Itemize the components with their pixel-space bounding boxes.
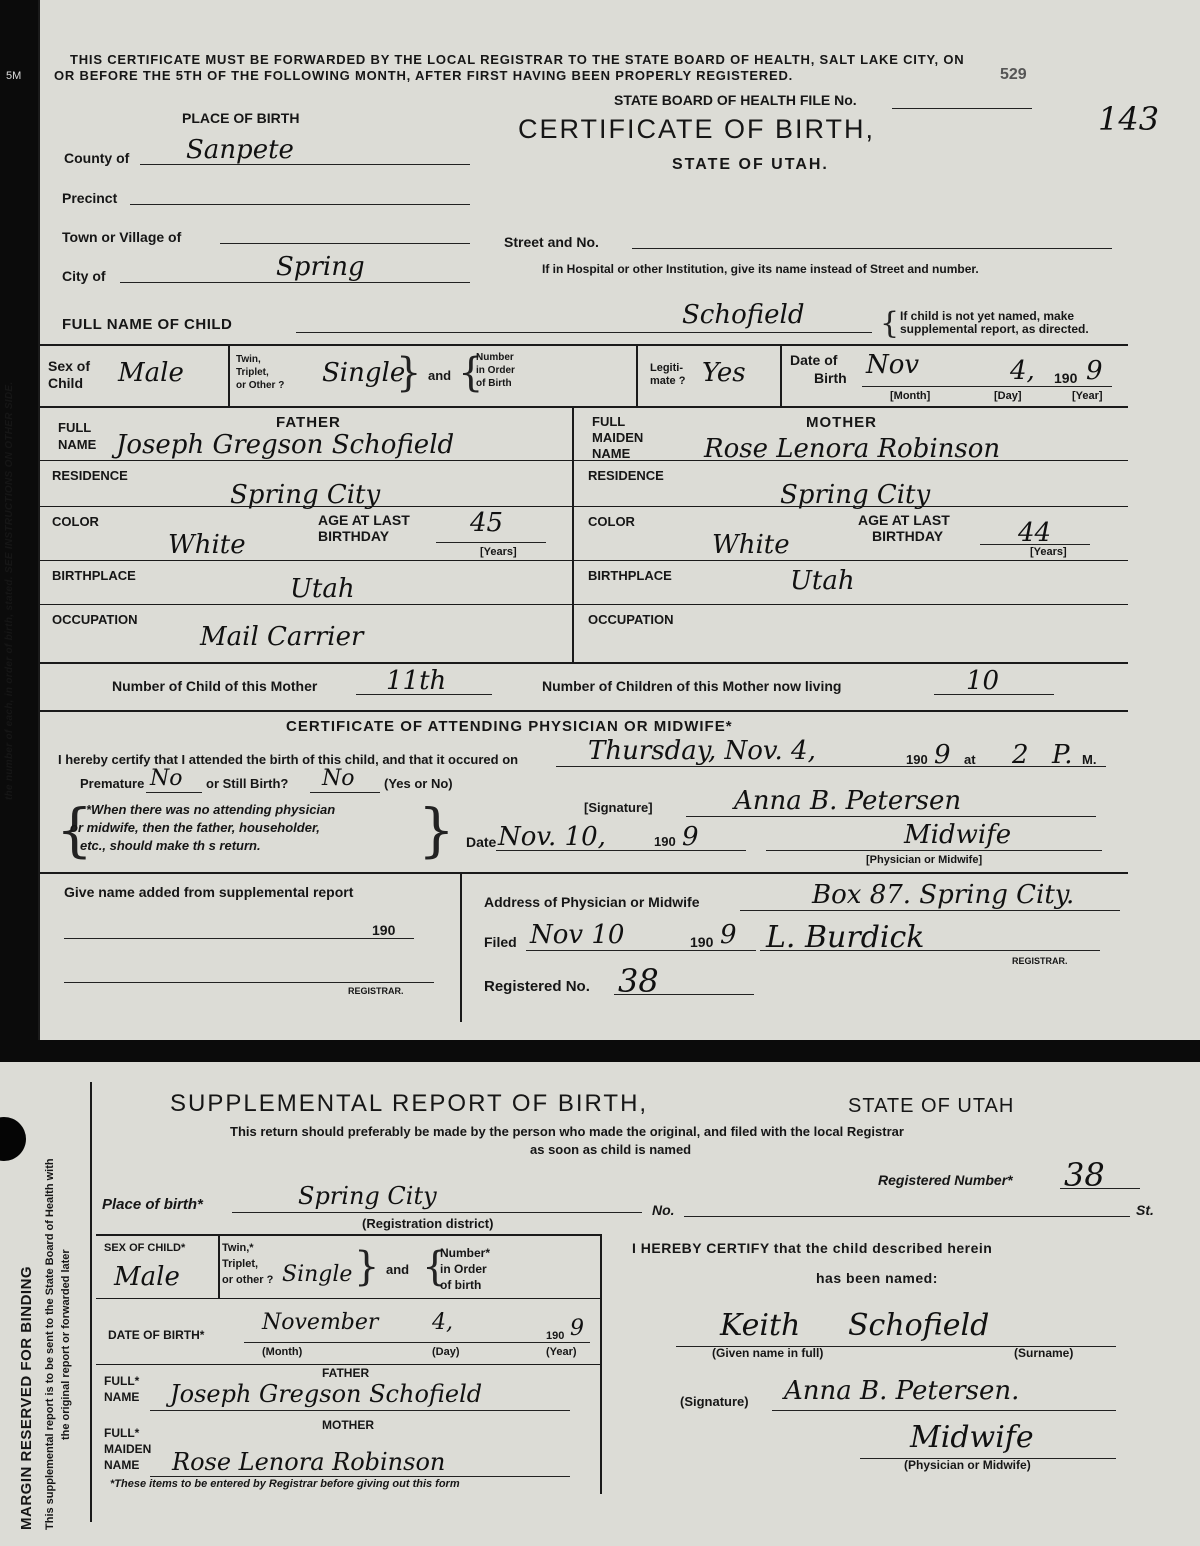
children-living-label: Number of Children of this Mother now living (542, 678, 842, 694)
father-residence-label: RESIDENCE (52, 468, 128, 483)
supplemental-name-label: Give name added from supplemental report (64, 884, 354, 900)
binding-instruction-1: This supplemental report is to be sent to the State Board of Health with (44, 1158, 56, 1530)
stillbirth-label: or Still Birth? (206, 776, 289, 791)
mother-birthplace-label: BIRTHPLACE (588, 568, 672, 583)
date-label: Date (466, 834, 497, 850)
supp-surname: Schofield (848, 1308, 990, 1343)
binding-instruction-2: the original report or forwarded later (60, 1249, 72, 1440)
supp-footnote: *These items to be entered by Registrar before giving out this form (110, 1478, 460, 1490)
sign-year-prefix: 190 (654, 834, 676, 849)
supp-twin-label-1: Twin,* (222, 1242, 254, 1254)
father-birthplace: Utah (290, 574, 355, 604)
filed-date: Nov 10 (530, 920, 625, 950)
father-full-label: FULL (58, 420, 92, 435)
sign-title: Midwife (904, 820, 1012, 850)
birth-year-prefix: 190 (906, 752, 928, 767)
city-value: Spring (276, 252, 365, 282)
year-label: [Year] (1072, 390, 1103, 402)
mother-occupation-label: OCCUPATION (588, 612, 674, 627)
form-code: 5M (6, 70, 22, 82)
sex-label-2: Child (48, 375, 83, 391)
mother-birthplace: Utah (790, 566, 855, 596)
mother-residence: Spring City (780, 480, 931, 510)
supp-physician-label: (Physician or Midwife) (904, 1458, 1031, 1472)
binding-margin-note: MARGIN RESERVED FOR BINDING (18, 1265, 35, 1530)
registered-number-label: Registered Number* (878, 1172, 1013, 1188)
yes-or-no-label: (Yes or No) (384, 776, 453, 791)
order-label-1: Number (476, 352, 514, 363)
order-label-2: in Order (476, 365, 515, 376)
place-value: Spring City (298, 1182, 437, 1210)
father-color-label: COLOR (52, 514, 99, 529)
mother-name-label: NAME (592, 446, 631, 461)
supp-given-name: Keith (720, 1308, 801, 1343)
birth-year-suffix: 9 (934, 740, 951, 770)
children-living-value: 10 (966, 666, 1000, 696)
file-number-stamp: 529 (1000, 66, 1027, 83)
child-name-value: Schofield (682, 300, 805, 330)
physician-or-midwife-label: [Physician or Midwife] (866, 854, 983, 866)
supp-given-name-label: (Given name in full) (712, 1346, 824, 1360)
father-name-label: NAME (58, 437, 97, 452)
month-label: [Month] (890, 390, 931, 402)
supp-order-label-1: Number* (440, 1246, 491, 1260)
supp-sex-label: SEX OF CHILD* (104, 1242, 186, 1254)
supp-dob-label: DATE OF BIRTH* (108, 1328, 205, 1342)
sex-label-1: Sex of (48, 358, 91, 374)
supplemental-instruction-1: This return should preferably be made by the person who made the original, and filed with the local Registrar (230, 1124, 904, 1139)
father-residence: Spring City (230, 480, 381, 510)
stillbirth-value: No (322, 766, 355, 791)
supp-father-name-label: NAME (104, 1390, 140, 1404)
father-years-label: [Years] (480, 546, 517, 558)
dob-day: 4, (1010, 356, 1035, 386)
year-prefix-blank: 190 (372, 922, 396, 938)
supp-dob-year-prefix: 190 (546, 1330, 565, 1342)
twin-label-2: Triplet, (236, 367, 269, 378)
registrar-label-left: REGISTRAR. (348, 986, 404, 996)
sex-value: Male (118, 358, 184, 388)
not-named-note-2: supplemental report, as directed. (900, 322, 1089, 336)
left-margin-rule (38, 0, 40, 1040)
supp-father-full-label: FULL* (104, 1374, 140, 1388)
supp-mother-name: Rose Lenora Robinson (172, 1448, 446, 1476)
supp-year-label: (Year) (546, 1346, 577, 1358)
place-of-birth-heading: PLACE OF BIRTH (182, 110, 300, 126)
supp-signature-label: (Signature) (680, 1394, 749, 1409)
legit-value: Yes (702, 358, 746, 388)
legit-label-1: Legiti- (650, 362, 683, 374)
father-color: White (168, 530, 246, 560)
registered-label: Registered No. (484, 978, 590, 995)
and-label: and (428, 368, 452, 383)
birth-hour: 2 (1012, 740, 1029, 770)
no-label: No. (652, 1202, 675, 1218)
supp-certify-line-1: I HEREBY CERTIFY that the child described herein (632, 1240, 993, 1256)
m-label: M. (1082, 752, 1097, 767)
supplemental-title-state: STATE OF UTAH (848, 1095, 1015, 1117)
twin-value: Single (322, 358, 406, 388)
mother-years-label: [Years] (1030, 546, 1067, 558)
certificate-subtitle: STATE OF UTAH. (672, 156, 829, 173)
certify-text: I hereby certify that I attended the birth of this child, and that it occured on (58, 752, 519, 767)
supp-and-label: and (386, 1262, 410, 1277)
county-label: County of (64, 150, 130, 166)
mother-color-label: COLOR (588, 514, 635, 529)
file-number-label: STATE BOARD OF HEALTH FILE No. (614, 92, 857, 108)
father-heading: FATHER (276, 414, 341, 431)
premature-value: No (150, 766, 183, 791)
legit-label-2: mate ? (650, 375, 686, 387)
county-value: Sanpete (186, 135, 294, 165)
file-number-value: 143 (1098, 100, 1160, 138)
mother-age-label-1: AGE AT LAST (858, 512, 950, 528)
day-label: [Day] (994, 390, 1022, 402)
dob-month: Nov (866, 350, 920, 380)
twin-label-3: or Other ? (236, 380, 285, 391)
supp-dob-year-suffix: 9 (570, 1316, 584, 1341)
notice-line-1: THIS CERTIFICATE MUST BE FORWARDED BY THE LOCAL REGISTRAR TO THE STATE BOARD OF HEALTH, SALT LAKE CITY, ON (70, 52, 965, 67)
no-physician-note-3: etc., should make th s return. (80, 838, 261, 853)
child-name-label: FULL NAME OF CHILD (62, 316, 233, 333)
dob-year-suffix: 9 (1086, 356, 1103, 386)
supp-mother-maiden-label: MAIDEN (104, 1442, 152, 1456)
street-label: Street and No. (504, 234, 599, 250)
registration-district-label: (Registration district) (362, 1216, 494, 1231)
registrar-label-right: REGISTRAR. (1012, 956, 1068, 966)
supp-twin-value: Single (282, 1262, 353, 1287)
supp-father-name: Joseph Gregson Schofield (170, 1380, 483, 1408)
father-occupation-label: OCCUPATION (52, 612, 138, 627)
mother-age: 44 (1018, 518, 1052, 548)
mother-heading: MOTHER (806, 414, 877, 431)
supp-dob-day: 4, (432, 1310, 453, 1335)
supp-order-label-2: in Order (440, 1262, 487, 1276)
town-label: Town or Village of (62, 229, 182, 245)
father-name: Joseph Gregson Schofield (116, 430, 455, 460)
father-birthplace-label: BIRTHPLACE (52, 568, 136, 583)
certificate-title: CERTIFICATE OF BIRTH, (518, 114, 876, 144)
child-number-label: Number of Child of this Mother (112, 678, 318, 694)
supp-mother-heading: MOTHER (322, 1418, 374, 1432)
signature-value: Anna B. Petersen (734, 786, 962, 816)
supp-mother-full-label: FULL* (104, 1426, 140, 1440)
not-named-note-1: If child is not yet named, make (900, 309, 1075, 323)
father-age-label-2: BIRTHDAY (318, 528, 390, 544)
birth-weekday-date: Thursday, Nov. 4, (588, 736, 816, 766)
notice-line-2: OR BEFORE THE 5TH OF THE FOLLOWING MONTH, AFTER FIRST HAVING BEEN PROPERLY REGISTERED. (54, 68, 794, 83)
supp-day-label: (Day) (432, 1346, 460, 1358)
premature-label: Premature (80, 776, 145, 791)
precinct-label: Precinct (62, 190, 118, 206)
at-label: at (964, 752, 976, 767)
supp-certify-line-2: has been named: (816, 1270, 938, 1286)
sign-date: Nov. 10, (498, 822, 606, 852)
mother-full-label: FULL (592, 414, 626, 429)
supplemental-title: SUPPLEMENTAL REPORT OF BIRTH, (170, 1090, 649, 1117)
child-number-value: 11th (386, 666, 447, 696)
filed-year-prefix: 190 (690, 934, 714, 950)
order-label-3: of Birth (476, 378, 512, 389)
supp-twin-label-3: or other ? (222, 1274, 274, 1286)
birth-ampm: P. (1052, 740, 1073, 770)
mother-name: Rose Lenora Robinson (704, 434, 1001, 464)
hospital-note: If in Hospital or other Institution, give its name instead of Street and number. (542, 262, 979, 276)
address-label: Address of Physician or Midwife (484, 894, 700, 910)
city-label: City of (62, 268, 106, 284)
signature-label: [Signature] (584, 800, 653, 815)
supp-order-label-3: of birth (440, 1278, 482, 1292)
registered-value: 38 (618, 962, 659, 1000)
no-physician-note-1: *When there was no attending physician (86, 802, 336, 817)
supp-title-value: Midwife (910, 1420, 1034, 1455)
physician-heading: CERTIFICATE OF ATTENDING PHYSICIAN OR MIDWIFE* (286, 718, 733, 735)
dob-label-1: Date of (790, 352, 838, 368)
supp-dob-month: November (262, 1310, 379, 1335)
no-physician-note-2: or midwife, then the father, householder, (70, 820, 320, 835)
filed-year-suffix: 9 (720, 920, 737, 950)
father-occupation: Mail Carrier (200, 622, 364, 652)
mother-maiden-label: MAIDEN (592, 430, 644, 445)
sign-year-suffix: 9 (682, 822, 699, 852)
supplemental-instruction-2: as soon as child is named (530, 1142, 692, 1157)
mother-age-label-2: BIRTHDAY (872, 528, 944, 544)
supp-sex-value: Male (114, 1262, 180, 1292)
supp-twin-label-2: Triplet, (222, 1258, 259, 1270)
supp-mother-name-label: NAME (104, 1458, 140, 1472)
supp-month-label: (Month) (262, 1346, 303, 1358)
registrar-signature: L. Burdick (766, 920, 925, 955)
filed-label: Filed (484, 934, 517, 950)
mother-residence-label: RESIDENCE (588, 468, 664, 483)
address-value: Box 87. Spring City. (812, 880, 1075, 910)
dob-year-prefix: 190 (1054, 370, 1078, 386)
supp-surname-label: (Surname) (1014, 1346, 1074, 1360)
supp-father-heading: FATHER (322, 1366, 370, 1380)
place-label: Place of birth* (102, 1196, 203, 1213)
supp-signature-value: Anna B. Petersen. (784, 1376, 1020, 1406)
twin-label-1: Twin, (236, 354, 261, 365)
mother-color: White (712, 530, 790, 560)
side-instructions-note: the number of each, in order of birth, stated. SEE INSTRUCTIONS ON OTHER SIDE. (4, 381, 15, 800)
st-label: St. (1136, 1202, 1154, 1218)
registered-number-value: 38 (1064, 1156, 1105, 1194)
father-age: 45 (470, 508, 504, 538)
dob-label-2: Birth (814, 370, 847, 386)
father-age-label-1: AGE AT LAST (318, 512, 410, 528)
